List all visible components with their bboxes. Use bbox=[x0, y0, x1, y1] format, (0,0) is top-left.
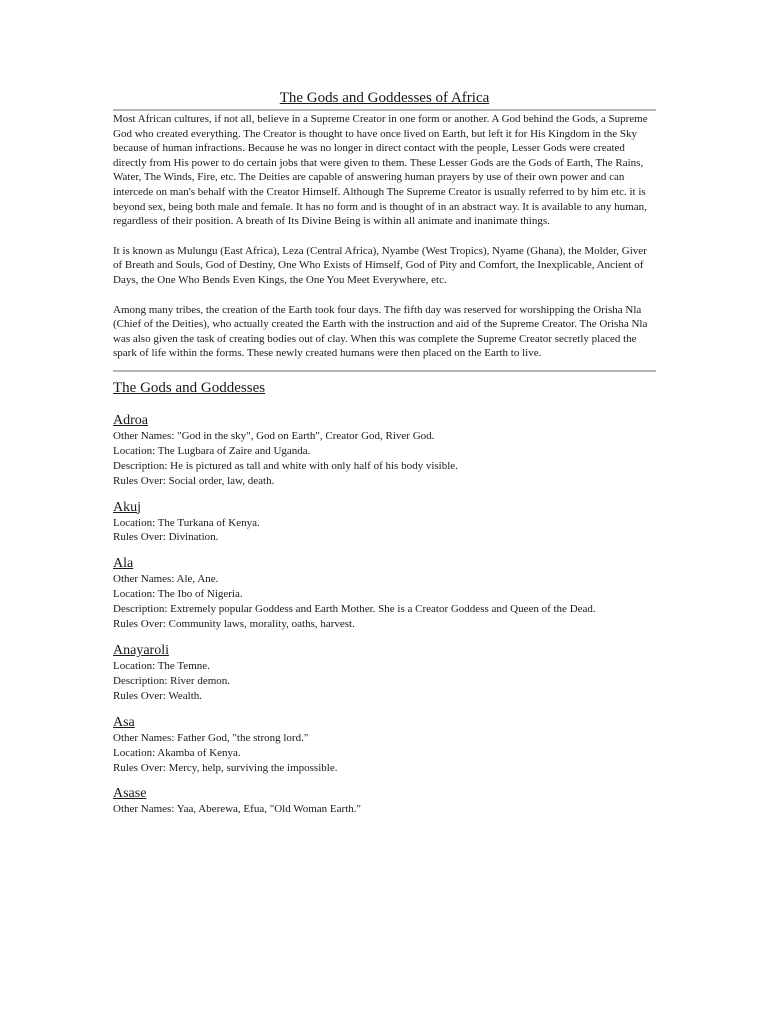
deity-entry-anayaroli bbox=[113, 642, 656, 704]
section-title: The Gods and Goddesses bbox=[113, 379, 266, 396]
deity-name: Adroa bbox=[113, 412, 148, 428]
deity-location: Location: The Lugbara of Zaire and Uganda. bbox=[113, 444, 311, 457]
deity-entry-ala bbox=[113, 555, 656, 632]
deity-rules-over: Rules Over: Divination. bbox=[113, 531, 219, 544]
title-divider bbox=[113, 109, 656, 111]
deity-description: Description: Extremely popular Goddess and Earth Mother. She is a Creator Goddess and Queen of the Dead. bbox=[113, 603, 596, 616]
deity-entry-adroa bbox=[113, 412, 656, 489]
deity-location: Location: The Temne. bbox=[113, 659, 210, 672]
deity-description: Description: He is pictured as tall and white with only half of his body visible. bbox=[113, 459, 458, 472]
deity-entry-asase bbox=[113, 785, 656, 817]
document-page bbox=[113, 88, 656, 817]
deity-other-names: Other Names: Ale, Ane. bbox=[113, 573, 219, 586]
document-title: The Gods and Goddesses of Africa bbox=[279, 90, 490, 106]
deity-name: Ala bbox=[113, 556, 134, 572]
intro-paragraph-3: Among many tribes, the creation of the Earth took four days. The fifth day was reserved for worshipping the Orisha Nla (Chief of the Deities), who actually created the Earth with the instruction and aid of the Supreme Creator. The Orisha Nla was also given the task of creating bodies out of clay. When this was complete the Supreme Creator secretly placed the spark of life within the forms. These newly created humans were then placed on the Earth to live. bbox=[113, 303, 648, 360]
deity-rules-over: Rules Over: Social order, law, death. bbox=[113, 474, 275, 487]
deity-name: Asase bbox=[113, 786, 147, 802]
deity-name: Asa bbox=[113, 714, 135, 730]
deity-other-names: Other Names: Yaa, Aberewa, Efua, "Old Woman Earth." bbox=[113, 803, 361, 816]
section-divider bbox=[113, 370, 656, 372]
deity-location: Location: The Ibo of Nigeria. bbox=[113, 588, 243, 601]
deity-other-names: Other Names: "God in the sky", God on Earth", Creator God, River God. bbox=[113, 429, 435, 442]
deity-description: Description: River demon. bbox=[113, 674, 231, 687]
deity-rules-over: Rules Over: Mercy, help, surviving the impossible. bbox=[113, 761, 338, 774]
deity-rules-over: Rules Over: Community laws, morality, oaths, harvest. bbox=[113, 618, 355, 631]
deity-location: Location: Akamba of Kenya. bbox=[113, 746, 241, 759]
deity-name: Anayaroli bbox=[113, 642, 169, 658]
intro-paragraph-2: It is known as Mulungu (East Africa), Leza (Central Africa), Nyambe (West Tropics), Nyame (Ghana), the Molder, Giver of Breath and Souls, God of Destiny, One Who Exists of Himself, God of Pity and Comfort, the Inexplicable, Ancient of Days, the One Who Bends Even Kings, the One You Meet Everywhere, etc. bbox=[113, 244, 647, 286]
deity-entry-asa bbox=[113, 714, 656, 776]
deity-rules-over: Rules Over: Wealth. bbox=[113, 689, 203, 702]
deity-name: Akuj bbox=[113, 499, 141, 515]
deity-location: Location: The Turkana of Kenya. bbox=[113, 516, 260, 529]
intro-paragraph-1: Most African cultures, if not all, believe in a Supreme Creator in one form or another. A God behind the Gods, a Supreme God who created everything. The Creator is thought to have once lived on Earth, but left it for His Kingdom in the Sky because of human infractions. Because he was no longer in direct contact with the people, Lesser Gods were created directly from His power to do certain jobs that were given to them. These Lesser Gods are the Gods of Earth, The Rains, Water, The Winds, Fire, etc. The Deities are capable of answering human prayers by use of their own power and can intercede on man's behalf with the Creator Himself. Although The Supreme Creator is usually referred to by him etc. it is beyond sex, being both male and female. It has no form and is thought of in an abstract way. It is available to any human, regardless of their position. A breath of Its Divine Being is within all animate and inanimate things. bbox=[113, 113, 648, 228]
deity-other-names: Other Names: Father God, "the strong lord." bbox=[113, 731, 309, 744]
deity-entry-akuj bbox=[113, 499, 656, 546]
